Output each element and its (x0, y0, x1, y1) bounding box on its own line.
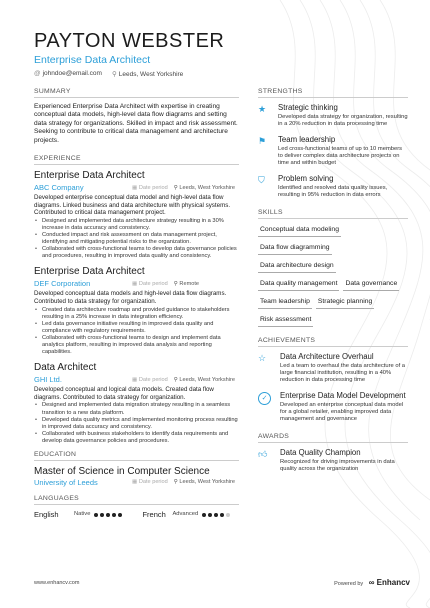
summary-text: Experienced Enterprise Data Architect with expertise in creating conceptual data models, high-level data flow diagrams and setting data strategy for organizations. Skilled in impact and risk assessment. Seeking to contribute to critical data management and architecture projects. (34, 103, 238, 144)
job-entry (34, 362, 239, 445)
company-name: GHI Ltd. (34, 375, 62, 385)
achievement-item (258, 391, 408, 423)
job-bullet: • Collaborated with cross-functional teams to develop data governance policies and procedures, resulting in improved data quality and consistency. (34, 246, 239, 260)
location-pin-icon: ⚲ Leeds, West Yorkshire (173, 479, 235, 486)
location-pin-icon: ⚲ Leeds, West Yorkshire (173, 184, 235, 191)
strength-item (258, 103, 408, 128)
strength-desc: Identified and resolved data quality issues, resulting in 95% reduction in data errors (278, 185, 388, 198)
job-description: Developed enterprise conceptual data model and high-level data flow diagrams. Linked business and data architecture with physical systems. Contributed to critical data management project. (34, 194, 231, 217)
skill-tag: Data flow diagramming (258, 242, 332, 255)
summary-heading: SUMMARY (34, 88, 239, 98)
job-title: Data Architect (34, 362, 97, 374)
enhancv-logo[interactable]: ∞ Enhancv (368, 578, 410, 587)
right-column (258, 88, 408, 480)
website-link[interactable]: www.enhancv.com (34, 579, 80, 586)
email-contact[interactable] (34, 70, 102, 78)
strength-item (258, 174, 408, 199)
left-column (34, 88, 239, 519)
proficiency-dots (202, 510, 232, 519)
location-pin-icon: ⚲ Remote (173, 280, 200, 287)
job-description: Developed conceptual data models and high-level data flow diagrams. Contributed to data strategy for organization. (34, 290, 227, 305)
education-meta (34, 478, 239, 487)
location-contact (112, 70, 183, 78)
language-name: English (34, 509, 59, 519)
candidate-title: Enterprise Data Architect (34, 54, 151, 66)
job-entry (34, 266, 239, 356)
skill-tag: Conceptual data modeling (258, 224, 341, 237)
award-item (258, 448, 408, 473)
job-title: Enterprise Data Architect (34, 170, 145, 182)
achievement-desc: Led a team to overhaul the data architecture of a large financial institution, resulting in a 40% reduction in data processing time (280, 363, 406, 383)
contact-row (34, 70, 224, 78)
job-bullets (34, 402, 239, 445)
achievement-item (258, 352, 408, 384)
job-bullet: • Created data architecture roadmap and provided guidance to stakeholders resulting in a 25% increase in data integration efficiency. (34, 307, 239, 321)
languages-heading: LANGUAGES (34, 495, 239, 505)
job-location: Leeds, West Yorkshire (179, 376, 235, 383)
job-location: Remote (179, 280, 200, 287)
achievements-heading: ACHIEVEMENTS (258, 337, 408, 347)
skill-tag: Strategic planning (316, 296, 374, 309)
calendar-icon: ▦ Date period (132, 280, 168, 287)
strength-title: Team leadership (278, 135, 336, 144)
languages-row (34, 510, 239, 519)
calendar-icon: ▦ Date period (132, 376, 168, 383)
strength-desc: Developed data strategy for organization, resulting in a 20% reduction in data processing time (278, 114, 408, 127)
star-outline-icon: ☆ (258, 353, 267, 363)
calendar-icon: ▦ Date period (132, 184, 168, 191)
strength-title: Strategic thinking (278, 103, 338, 112)
skill-tag: Data architecture design (258, 260, 336, 273)
proficiency-dots (94, 510, 124, 519)
email-text: johndoe@email.com (42, 70, 102, 77)
achievement-desc: Developed an enterprise conceptual data model for a global retailer, enabling improved data management and governance (280, 402, 404, 422)
job-bullet: • Conducted impact and risk assessment on data management project, identifying and mitigating potential risks to the organization. (34, 232, 239, 246)
job-bullets (34, 307, 239, 357)
page-footer (34, 578, 410, 587)
language-level: Advanced (172, 511, 199, 518)
education-date: Date period (138, 479, 168, 486)
job-meta (34, 375, 239, 384)
strengths-heading: STRENGTHS (258, 88, 408, 98)
calendar-icon: ▦ Date period (132, 479, 168, 486)
location-text: Leeds, West Yorkshire (118, 71, 184, 78)
thumbs-up-icon: 👍︎ (258, 449, 268, 459)
education-location: Leeds, West Yorkshire (179, 479, 235, 486)
education-heading: EDUCATION (34, 451, 239, 461)
job-bullets (34, 218, 239, 261)
achievement-title: Enterprise Data Model Development (280, 391, 406, 400)
job-bullet: • Designed and implemented data architecture strategy resulting in a 30% increase in data accuracy and consistency. (34, 218, 239, 232)
skills-list (258, 224, 408, 327)
degree-title: Master of Science in Computer Science (34, 465, 210, 477)
at-icon: @ (34, 70, 41, 77)
skill-tag: Risk assessment (258, 314, 313, 327)
school-name: University of Leeds (34, 477, 98, 487)
language-level: Native (74, 511, 91, 518)
skill-tag: Data governance (343, 278, 399, 291)
job-bullet: • Collaborated with cross-functional teams to design and implement data analytics platform, resulting in improved data analysis and reporting capabilities. (34, 335, 239, 356)
candidate-name: PAYTON WEBSTER (34, 30, 225, 52)
job-meta (34, 279, 239, 288)
shield-icon: ⛉ (258, 175, 265, 185)
strength-desc: Led cross-functional teams of up to 10 members to deliver complex data architecture projects on time and within budget (278, 146, 403, 166)
award-title: Data Quality Champion (280, 448, 361, 457)
job-title: Enterprise Data Architect (34, 266, 145, 278)
job-entry (34, 170, 239, 260)
achievement-title: Data Architecture Overhaul (280, 352, 374, 361)
job-bullet: • Developed data quality metrics and implemented monitoring process resulting in improved data accuracy and consistency. (34, 417, 239, 431)
awards-heading: AWARDS (258, 433, 408, 443)
powered-by (334, 578, 410, 587)
flag-icon: ⚑ (258, 136, 267, 146)
brand-text: Enhancv (376, 578, 410, 587)
language-name: French (142, 509, 166, 519)
check-icon: ✓ (258, 391, 280, 423)
location-pin-icon: ⚲ (111, 71, 117, 78)
location-pin-icon: ⚲ Leeds, West Yorkshire (173, 376, 235, 383)
strength-title: Problem solving (278, 174, 334, 183)
job-meta (34, 183, 239, 192)
job-description: Developed conceptual and logical data models. Created data flow diagrams. Contributed to data strategy for organization. (34, 386, 214, 401)
skill-tag: Data quality management (258, 278, 339, 291)
job-location: Leeds, West Yorkshire (179, 184, 235, 191)
job-date: Date period (138, 280, 168, 287)
job-bullet: • Designed and implemented data migration strategy resulting in a seamless transition to a new data platform. (34, 402, 239, 416)
powered-by-label: Powered by (334, 581, 364, 587)
resume-header (34, 30, 224, 78)
job-date: Date period (138, 376, 168, 383)
job-bullet: • Led data governance initiative resulting in improved data quality and compliance with regulatory requirements. (34, 321, 239, 335)
job-bullet: • Collaborated with business stakeholders to identify data requirements and develop data governance policies and procedures. (34, 431, 239, 445)
award-desc: Recognized for driving improvements in data quality across the organization (280, 459, 395, 472)
company-name: DEF Corporation (34, 279, 91, 289)
company-name: ABC Company (34, 183, 84, 193)
job-date: Date period (138, 184, 168, 191)
experience-heading: EXPERIENCE (34, 155, 239, 165)
star-icon: ★ (258, 104, 267, 114)
skill-tag: Team leadership (258, 296, 312, 309)
strength-item (258, 135, 408, 167)
skills-heading: SKILLS (258, 209, 408, 219)
